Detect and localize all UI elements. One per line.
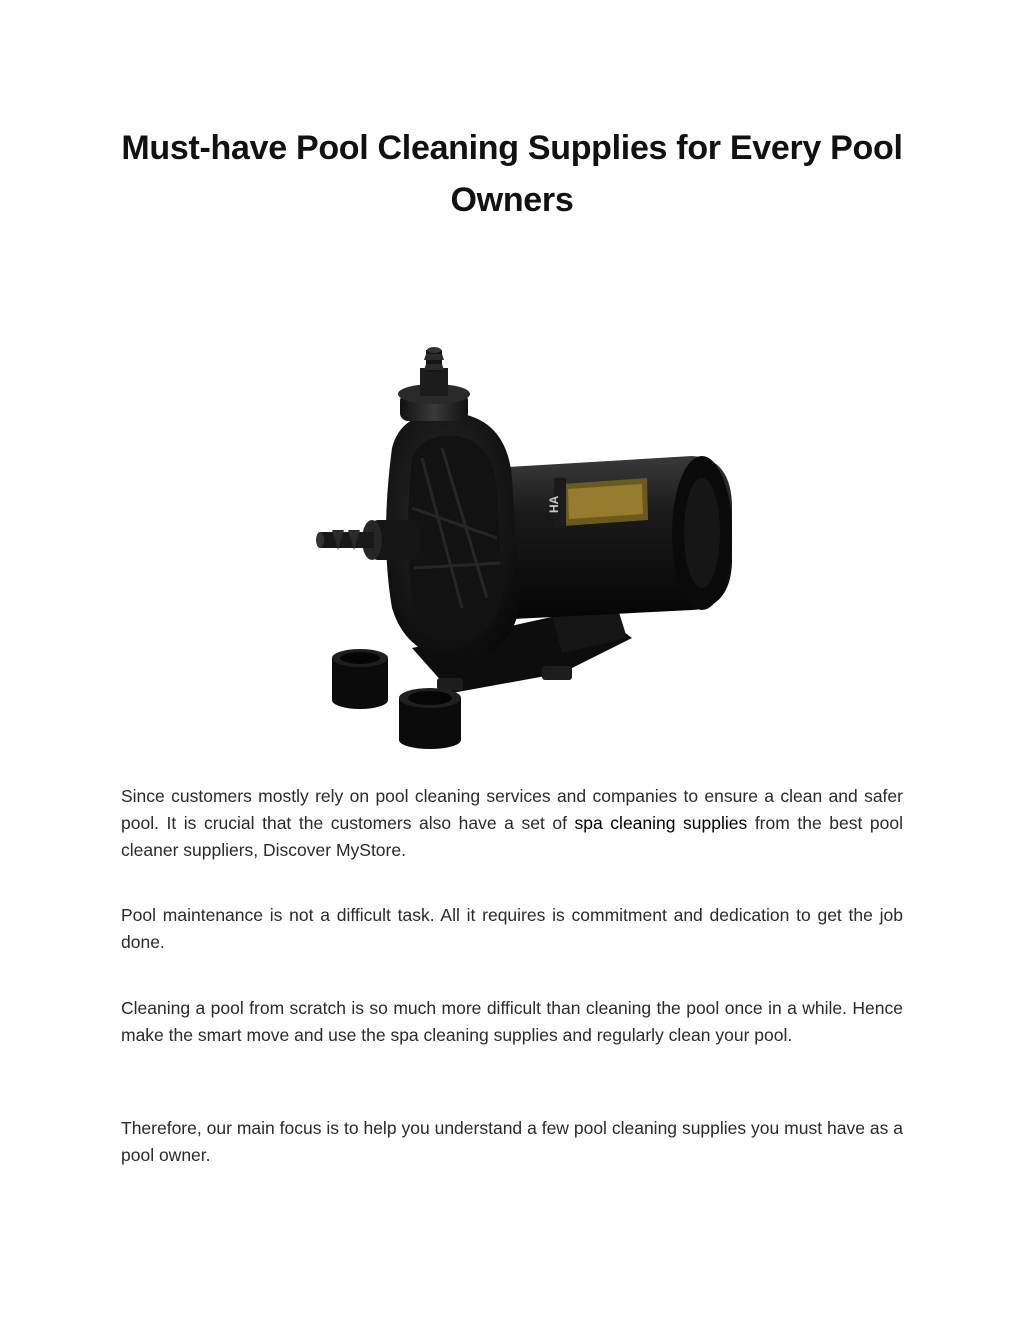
paragraph-cleaning: Cleaning a pool from scratch is so much more difficult than cleaning the pool once in a while. Hence make the smart move and use the spa cleaning supplies and regularly clean your pool.	[121, 998, 903, 1045]
paragraph-intro-text: Since customers mostly rely on pool cleaning services and companies to ensure a clean and safer pool. It is crucial that the customers also have a set of	[121, 786, 903, 833]
product-image	[262, 308, 764, 760]
paragraph-intro-text-end: from the best pool cleaner suppliers, Discover MyStore.	[121, 813, 903, 860]
paragraph-intro	[121, 783, 903, 864]
motor-label-text: HA	[547, 495, 561, 513]
paragraph-focus: Therefore, our main focus is to help you understand a few pool cleaning supplies you must have as a pool owner.	[121, 1118, 903, 1165]
spa-cleaning-supplies-link[interactable]: spa cleaning supplies	[574, 813, 748, 833]
paragraph-maintenance: Pool maintenance is not a difficult task. All it requires is commitment and dedication to get the job done.	[121, 905, 903, 952]
page-title: Must-have Pool Cleaning Supplies for Every Pool Owners	[121, 129, 903, 219]
pool-pump-icon	[262, 308, 764, 760]
